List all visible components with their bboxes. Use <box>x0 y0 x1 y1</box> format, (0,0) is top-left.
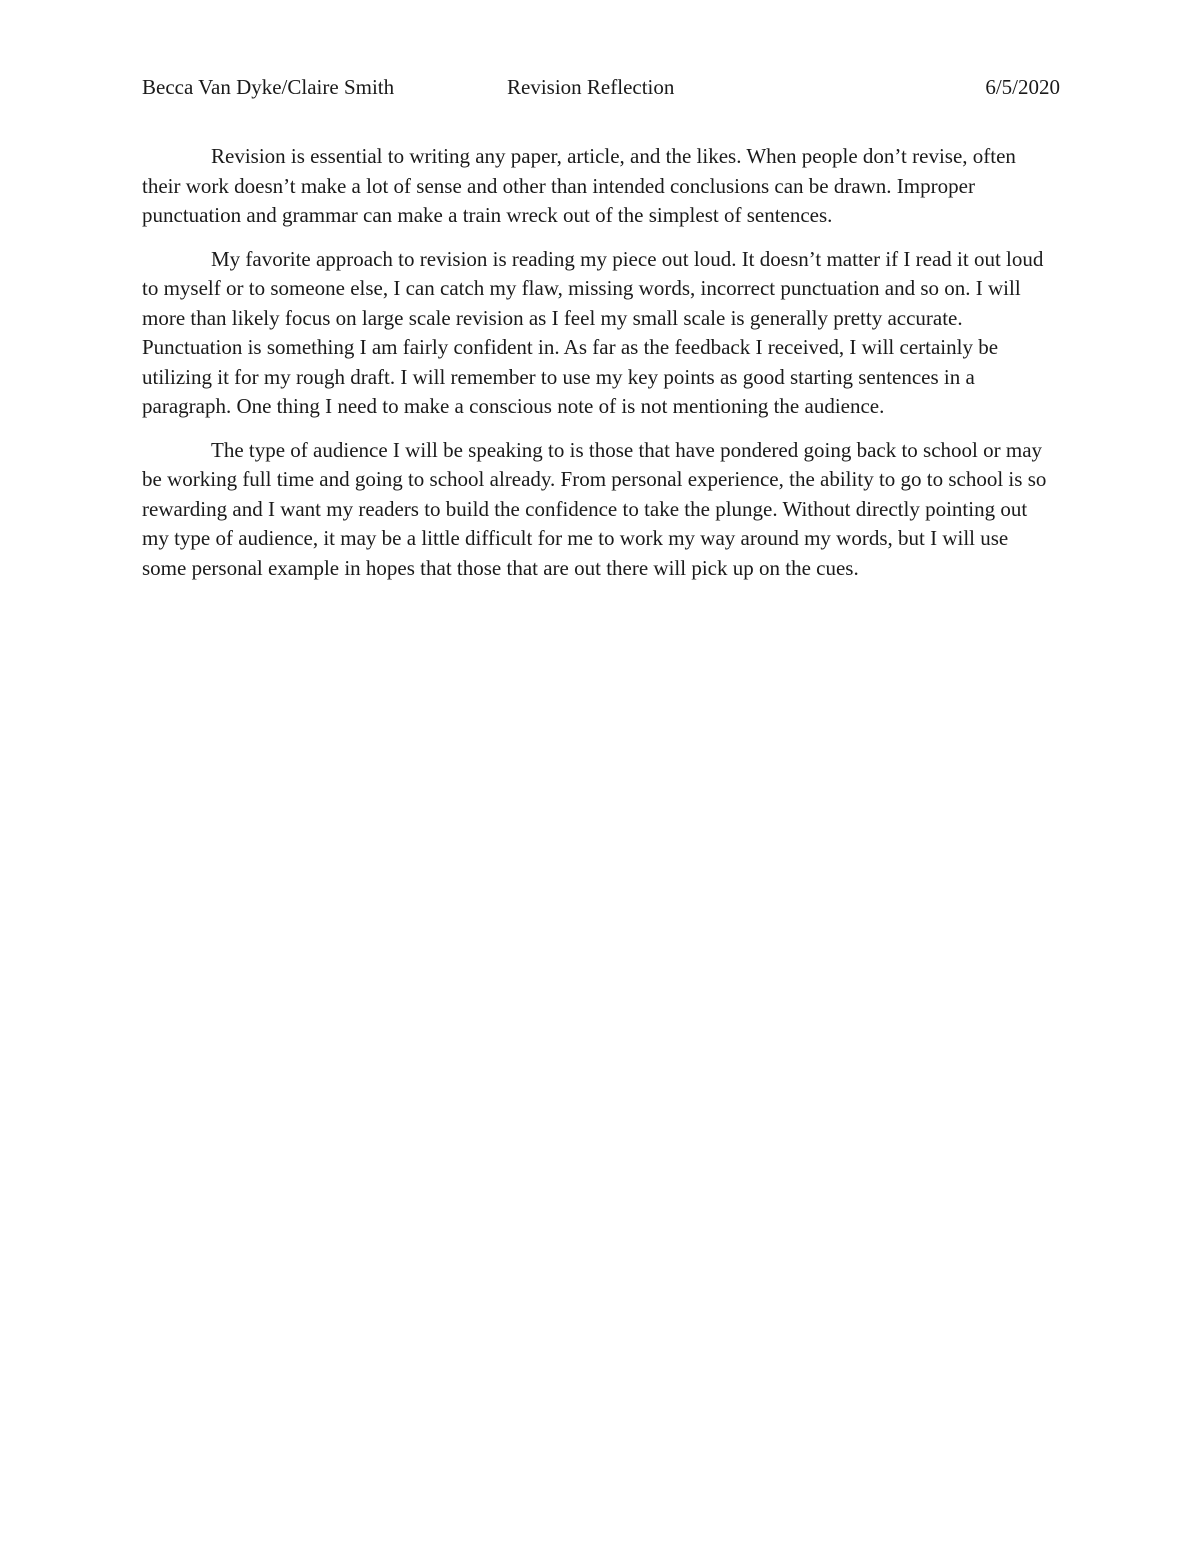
paragraph-1: Revision is essential to writing any paper, article, and the likes. When people don’t revise, often their work doesn’t make a lot of sense and other than intended conclusions can be drawn. Improper punctuation and grammar can make a train wreck out of the simplest of sentences. <box>142 144 1016 227</box>
paragraph-2: My favorite approach to revision is reading my piece out loud. It doesn’t matter if I read it out loud to myself or to someone else, I can catch my flaw, missing words, incorrect punctuation and so on. I will more than likely focus on large scale revision as I feel my small scale is generally pretty accurate. Punctuation is something I am fairly confident in. As far as the feedback I received, I will certainly be utilizing it for my rough draft. I will remember to use my key points as good starting sentences in a paragraph. One thing I need to make a conscious note of is not mentioning the audience. <box>142 246 1044 418</box>
page-header <box>142 72 1060 102</box>
header-title: Revision Reflection <box>507 75 675 99</box>
paragraph-3: The type of audience I will be speaking to is those that have pondered going back to school or may be working full time and going to school already. From personal experience, the ability to go to school is so rewarding and I want my readers to build the confidence to take the plunge. Without directly pointing out my type of audience, it may be a little difficult for me to work my way around my words, but I will use some personal example in hopes that those that are out there will pick up on the cues. <box>142 437 1047 580</box>
header-authors: Becca Van Dyke/Claire Smith <box>142 75 395 99</box>
header-date: 6/5/2020 <box>985 75 1060 99</box>
document-body <box>142 142 1054 597</box>
